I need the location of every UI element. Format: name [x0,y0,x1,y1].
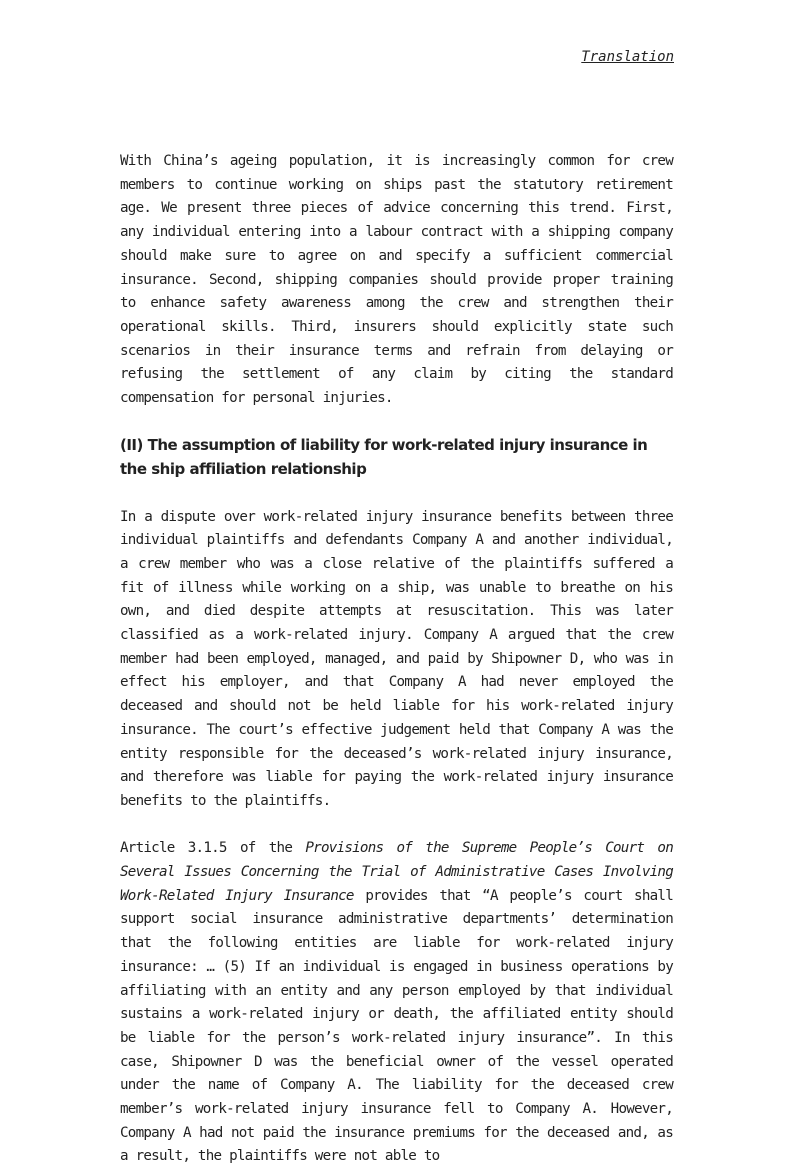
paragraph-article-provision [120,837,673,1169]
article-body-text: provides that “A people’s court shall support social insurance administrative departments’ determination that the following entities are liable for work-related injury insurance: … (5) If an individual is engaged in business operations by affiliating with an entity and any person employed by that individual sustains a work-related injury or death, the affiliated entity should be liable for the person’s work-related injury insurance”. In this case, Shipowner D was the beneficial owner of the vessel operated under the name of Company A. The liability for the deceased crew member’s work-related injury insurance fell to Company A. However, Company A had not paid the insurance premiums for the deceased and, as a result, the plaintiffs were not able to [120,887,673,1165]
section-heading: (II) The assumption of liability for work-related injury insurance in the ship affiliation relationship [120,436,648,479]
document-body [120,150,673,1169]
header-label: Translation [581,49,674,65]
provision-title: Provisions of the Supreme People’s Court on Several Issues Concerning the Trial of Administrative Cases Involving Work-Related Injury Insurance [120,840,673,904]
paragraph-retirement-advice: With China’s ageing population, it is increasingly common for crew members to continue working on ships past the statutory retirement age. We present three pieces of advice concerning this trend. First, any individual entering into a labour contract with a shipping company should make sure to agree on and specify a sufficient commercial insurance. Second, shipping companies should provide proper training to enhance safety awareness among the crew and strengthen their operational skills. Third, insurers should explicitly state such scenarios in their insurance terms and refrain from delaying or refusing the settlement of any claim by citing the standard compensation for personal injuries. [120,153,673,407]
article-intro-text: Article 3.1.5 of the [120,840,306,857]
paragraph-case-dispute: In a dispute over work-related injury insurance benefits between three individual plaintiffs and defendants Company A and another individual, a crew member who was a close relative of the plaintiffs suffered a fit of illness while working on a ship, was unable to breathe on his own, and died despite attempts at resuscitation. This was later classified as a work-related injury. Company A argued that the crew member had been employed, managed, and paid by Shipowner D, who was in effect his employer, and that Company A had never employed the deceased and should not be held liable for his work-related injury insurance. The court’s effective judgement held that Company A was the entity responsible for the deceased’s work-related injury insurance, and therefore was liable for paying the work-related injury insurance benefits to the plaintiffs. [120,508,673,809]
